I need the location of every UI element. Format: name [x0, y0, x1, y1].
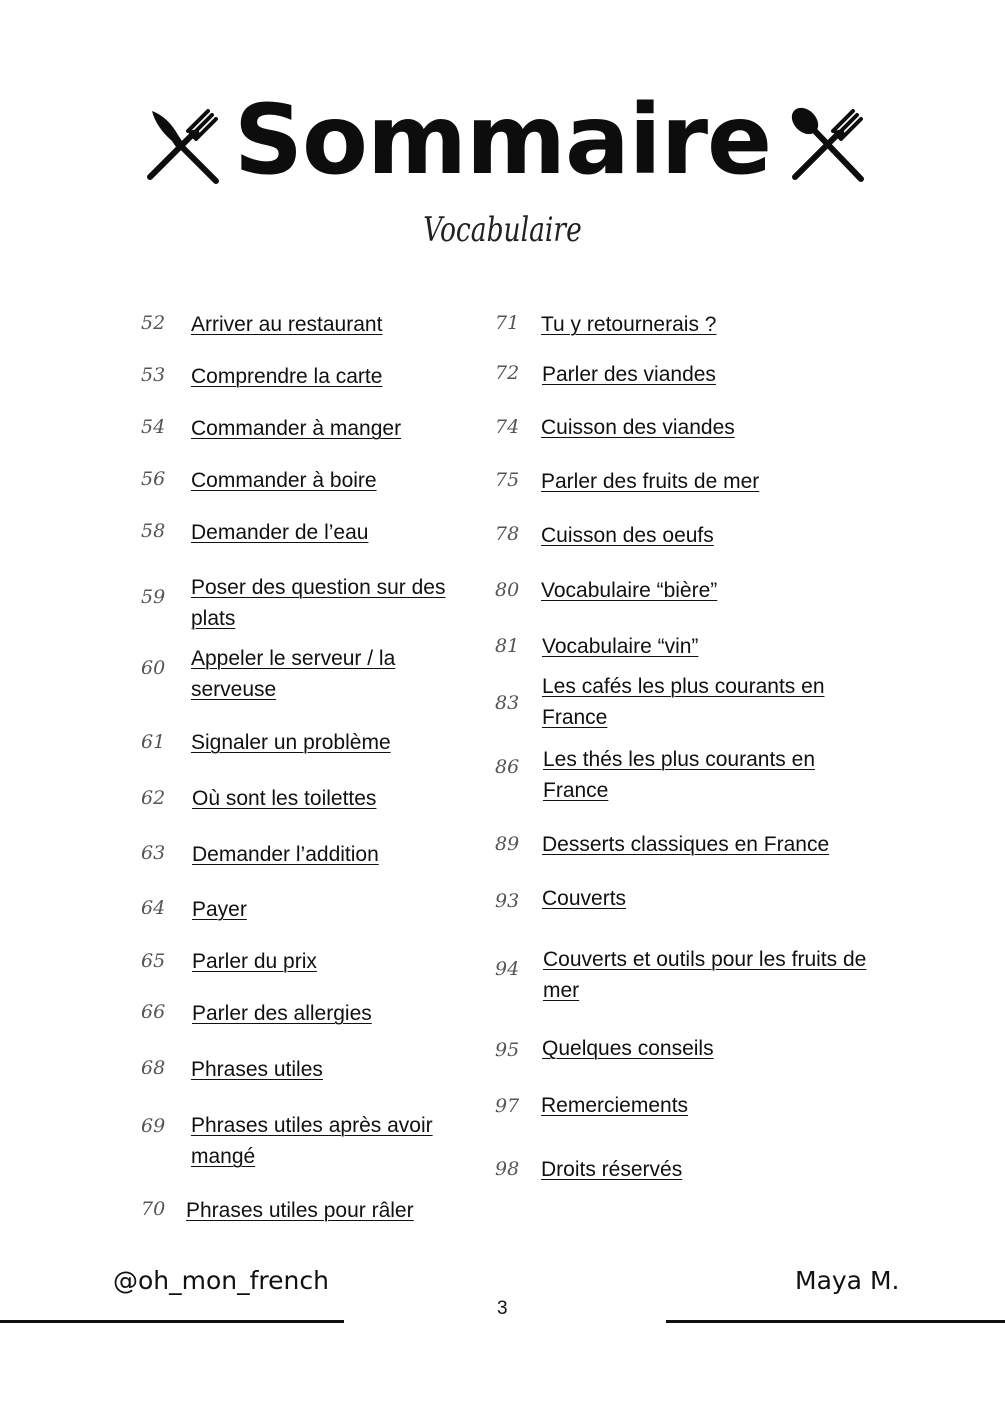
subtitle: Vocabulaire — [423, 210, 582, 250]
toc-page-number: 93 — [495, 890, 520, 912]
toc-link[interactable]: Parler des allergies — [192, 1002, 372, 1025]
toc-page-number: 95 — [495, 1039, 520, 1061]
toc-page-number: 94 — [495, 958, 520, 980]
toc-page-number: 63 — [141, 842, 166, 864]
toc-link[interactable]: Phrases utiles après avoir mangé — [191, 1114, 433, 1168]
footer-author: Maya M. — [795, 1266, 900, 1295]
toc-page-number: 53 — [141, 364, 166, 386]
toc-link[interactable]: Arriver au restaurant — [191, 313, 383, 336]
toc-page-number: 58 — [141, 520, 166, 542]
toc-page-number: 78 — [495, 523, 520, 545]
footer-rule-left — [0, 1320, 344, 1323]
toc-page-number: 74 — [495, 416, 520, 438]
toc-link[interactable]: Commander à manger — [191, 417, 402, 440]
toc-page-number: 71 — [495, 312, 520, 334]
toc-link[interactable]: Phrases utiles — [191, 1058, 323, 1081]
toc-link[interactable]: Comprendre la carte — [191, 365, 383, 388]
toc-link[interactable]: Signaler un problème — [191, 731, 391, 754]
toc-link[interactable]: Phrases utiles pour râler — [186, 1199, 414, 1222]
toc-link[interactable]: Les cafés les plus courants en France — [542, 675, 825, 729]
toc-link[interactable]: Poser des question sur des plats — [191, 576, 446, 630]
page-title: Sommaire — [233, 84, 772, 196]
toc-link[interactable]: Droits réservés — [541, 1158, 683, 1181]
toc-page-number: 54 — [141, 416, 166, 438]
page-number: 3 — [497, 1298, 508, 1319]
toc-page-number: 72 — [495, 362, 520, 384]
toc-link[interactable]: Payer — [192, 898, 247, 921]
toc-page-number: 62 — [141, 787, 166, 809]
toc-page-number: 66 — [141, 1001, 166, 1023]
toc-link[interactable]: Desserts classiques en France — [542, 833, 830, 856]
toc-page-number: 89 — [495, 833, 520, 855]
toc-link[interactable]: Remerciements — [541, 1094, 689, 1117]
toc-page-number: 61 — [141, 731, 166, 753]
toc-link[interactable]: Cuisson des oeufs — [541, 524, 714, 547]
toc-page-number: 59 — [141, 586, 166, 608]
toc-link[interactable]: Vocabulaire “bière” — [541, 579, 718, 602]
toc-link[interactable]: Parler des fruits de mer — [541, 470, 760, 493]
header — [0, 85, 1005, 195]
footer-rule-right — [666, 1320, 1005, 1323]
toc-link[interactable]: Les thés les plus courants en France — [543, 748, 815, 802]
toc-link[interactable]: Vocabulaire “vin” — [542, 635, 699, 658]
toc-page-number: 60 — [141, 657, 166, 679]
toc-link[interactable]: Demander de l’eau — [191, 521, 369, 544]
toc-page-number: 81 — [495, 635, 520, 657]
toc-link[interactable]: Appeler le serveur / la serveuse — [191, 647, 396, 701]
toc-link[interactable]: Couverts et outils pour les fruits de mer — [543, 948, 867, 1002]
toc-page-number: 98 — [495, 1158, 520, 1180]
toc-link[interactable]: Parler des viandes — [542, 363, 716, 386]
toc-link[interactable]: Couverts — [542, 887, 627, 910]
toc-page-number: 75 — [495, 469, 520, 491]
toc-page-number: 65 — [141, 950, 166, 972]
toc-page-number: 83 — [495, 692, 520, 714]
toc-page-number: 70 — [141, 1198, 166, 1220]
toc-link[interactable]: Parler du prix — [192, 950, 317, 973]
toc-page-number: 64 — [141, 897, 166, 919]
toc-link[interactable]: Commander à boire — [191, 469, 377, 492]
toc-link[interactable]: Cuisson des viandes — [541, 416, 735, 439]
toc-page-number: 80 — [495, 579, 520, 601]
toc-page-number: 68 — [141, 1057, 166, 1079]
toc-page-number: 97 — [495, 1095, 520, 1117]
toc-page-number: 86 — [495, 756, 520, 778]
fork-spoon-icon — [787, 103, 869, 185]
toc-link[interactable]: Quelques conseils — [542, 1037, 714, 1060]
footer-handle: @oh_mon_french — [113, 1266, 329, 1295]
toc-page-number: 56 — [141, 468, 166, 490]
toc-link[interactable]: Où sont les toilettes — [192, 787, 377, 810]
toc-page-number: 52 — [141, 312, 166, 334]
toc-page-number: 69 — [141, 1115, 166, 1137]
toc-link[interactable]: Tu y retournerais ? — [541, 313, 717, 336]
toc-link[interactable]: Demander l’addition — [192, 843, 379, 866]
